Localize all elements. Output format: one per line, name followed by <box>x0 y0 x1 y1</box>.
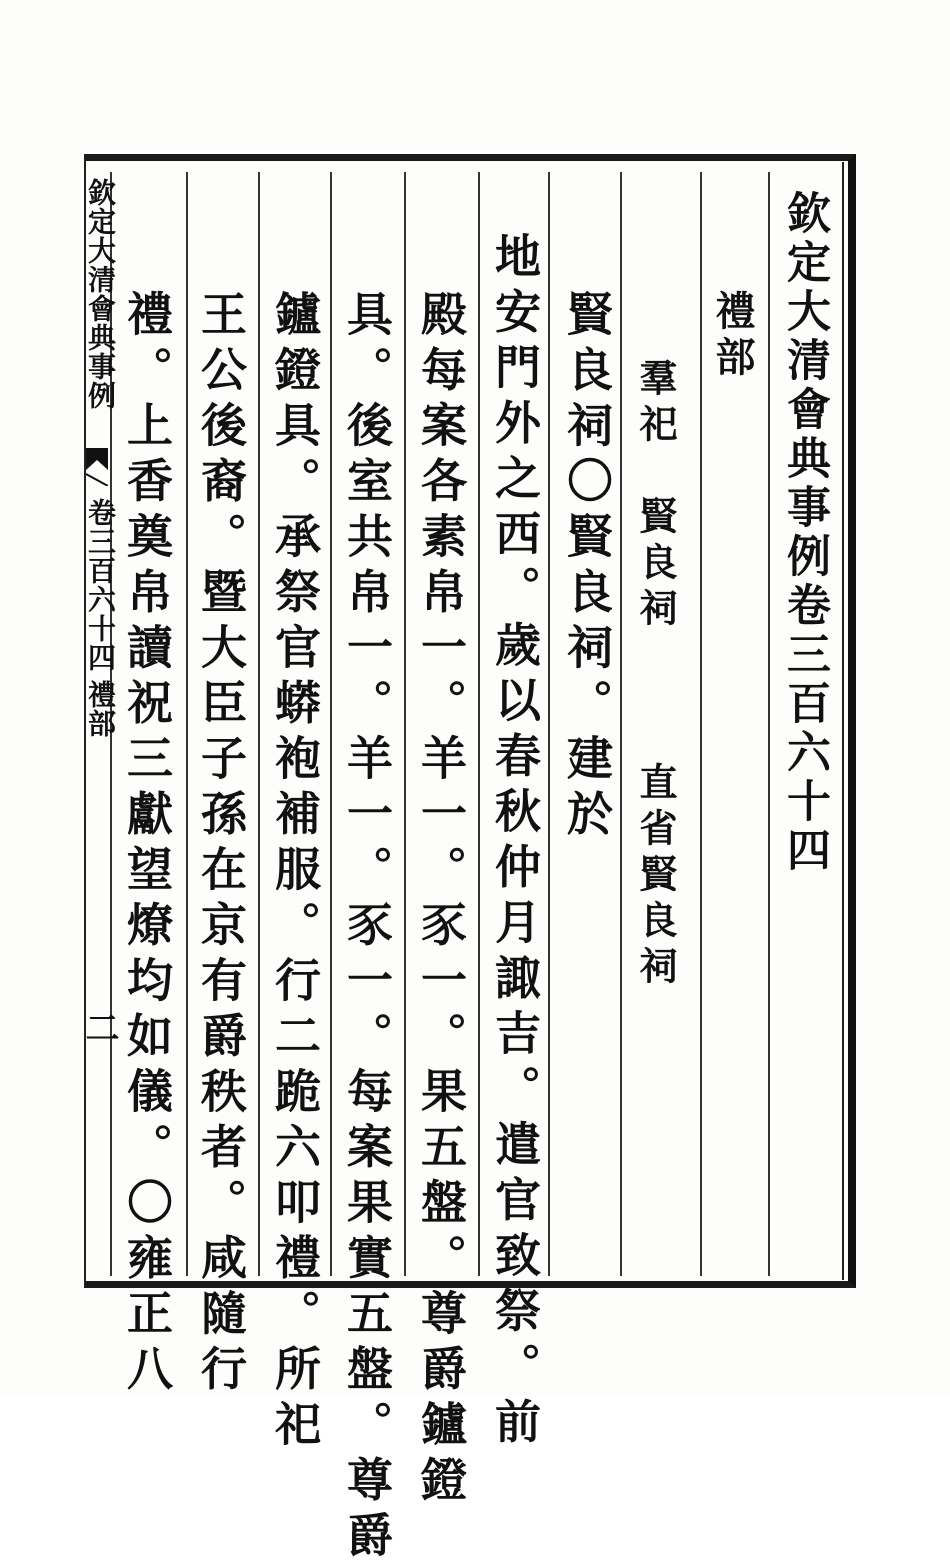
body-column-6: 王公後裔。暨大臣子孫在京有爵秩者。咸隨行 <box>194 290 248 1400</box>
column-rule <box>478 172 480 1276</box>
section-heading: 禮部 <box>709 290 756 382</box>
column-rule <box>768 172 770 1276</box>
column-rule <box>258 172 260 1276</box>
body-column-1: 賢良祠〇賢良祠。建於 <box>560 290 614 845</box>
body-column-3: 殿每案各素帛一。羊一。豕一。果五盤。尊爵鑪鐙 <box>414 290 468 1511</box>
subheading-left: 羣祀 賢良祠 <box>633 358 678 634</box>
body-column-4: 具。後室共帛一。羊一。豕一。每案果實五盤。尊爵 <box>340 290 394 1567</box>
page-number: 二 <box>79 1010 119 1044</box>
margin-section: 禮部 <box>84 680 117 738</box>
column-rule <box>548 172 550 1276</box>
margin-volume: 卷三百六十四 <box>84 498 117 672</box>
body-column-2: 地安門外之西。歲以春秋仲月諏吉。遣官致祭。前 <box>488 232 542 1453</box>
fishtail-mark <box>86 448 108 486</box>
page-title: 欽定大清會典事例卷三百六十四 <box>779 190 830 876</box>
column-rule <box>620 172 622 1276</box>
column-rule <box>330 172 332 1276</box>
body-column-7: 禮。上香奠帛讀祝三獻望燎均如儀。〇雍正八 <box>120 290 174 1400</box>
frame-inner-rule <box>842 162 844 1280</box>
subheading-right: 直省賢良祠 <box>633 762 678 992</box>
column-rule <box>404 172 406 1276</box>
column-rule <box>186 172 188 1276</box>
margin-title: 欽定大清會典事例 <box>84 178 117 410</box>
body-column-5: 鑪鐙具。承祭官蟒袍補服。行二跪六叩禮。所祀 <box>268 290 322 1456</box>
column-rule <box>700 172 702 1276</box>
